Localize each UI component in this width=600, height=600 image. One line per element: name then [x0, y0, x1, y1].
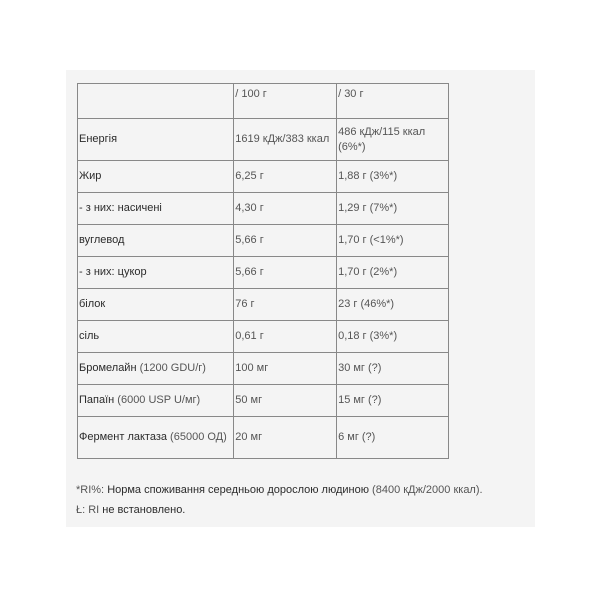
table-row	[78, 225, 449, 257]
table-row	[78, 193, 449, 225]
nutrient-name: білок	[78, 289, 234, 321]
per-30g-value: 1,88 г (3%*)	[337, 161, 449, 193]
nutrient-name: вуглевод	[78, 225, 234, 257]
per-30g-value: 23 г (46%*)	[337, 289, 449, 321]
nutrition-table	[77, 83, 449, 459]
nutrient-name: Фермент лактаза (65000 ОД)	[78, 417, 234, 459]
per-30g-value: 30 мг (?)	[337, 353, 449, 385]
per-100g-value: 5,66 г	[234, 225, 337, 257]
per-30g-value: 486 кДж/115 ккал (6%*)	[337, 119, 449, 161]
nutrient-name: сіль	[78, 321, 234, 353]
per-100g-value: 0,61 г	[234, 321, 337, 353]
header-cell-per-100g: / 100 г	[234, 84, 337, 119]
ri-footnote-text: Норма споживання середньою дорослою людиною	[107, 484, 369, 496]
per-100g-value: 100 мг	[234, 353, 337, 385]
nutrient-name: Папаїн (6000 USP U/мг)	[78, 385, 234, 417]
per-100g-value: 50 мг	[234, 385, 337, 417]
ri-footnote-value: (8400 кДж/2000 ккал).	[369, 484, 483, 496]
ri-footnote-prefix: *RI%:	[76, 484, 108, 496]
ri-not-established-note	[76, 503, 185, 517]
header-cell-per-30g: / 30 г	[337, 84, 449, 119]
per-100g-value: 1619 кДж/383 ккал	[234, 119, 337, 161]
table-row	[78, 353, 449, 385]
per-100g-value: 5,66 г	[234, 257, 337, 289]
nutrient-unit-note: (65000 ОД)	[167, 431, 227, 443]
per-100g-value: 6,25 г	[234, 161, 337, 193]
table-row	[78, 161, 449, 193]
per-30g-value: 0,18 г (3%*)	[337, 321, 449, 353]
nutrient-name: - з них: насичені	[78, 193, 234, 225]
nutrient-unit-note: (1200 GDU/г)	[136, 362, 206, 374]
table-row	[78, 289, 449, 321]
nutrient-name: - з них: цукор	[78, 257, 234, 289]
table-row	[78, 257, 449, 289]
nutrient-unit-note: (6000 USP U/мг)	[114, 394, 201, 406]
ri-footnote	[76, 483, 483, 497]
per-30g-value: 1,70 г (<1%*)	[337, 225, 449, 257]
per-30g-value: 1,29 г (7%*)	[337, 193, 449, 225]
nutrient-name: Бромелайн (1200 GDU/г)	[78, 353, 234, 385]
nutrient-name: Енергія	[78, 119, 234, 161]
per-30g-value: 1,70 г (2%*)	[337, 257, 449, 289]
table-row	[78, 119, 449, 161]
nutrient-name: Жир	[78, 161, 234, 193]
ri-na-text: не встановлено.	[102, 504, 186, 516]
table-row	[78, 321, 449, 353]
table-row	[78, 385, 449, 417]
table-header-row	[78, 84, 449, 119]
per-100g-value: 76 г	[234, 289, 337, 321]
header-cell-empty	[78, 84, 234, 119]
per-100g-value: 4,30 г	[234, 193, 337, 225]
per-30g-value: 15 мг (?)	[337, 385, 449, 417]
table-row	[78, 417, 449, 459]
ri-na-prefix: Ł: RI	[76, 504, 103, 516]
per-100g-value: 20 мг	[234, 417, 337, 459]
per-30g-value: 6 мг (?)	[337, 417, 449, 459]
